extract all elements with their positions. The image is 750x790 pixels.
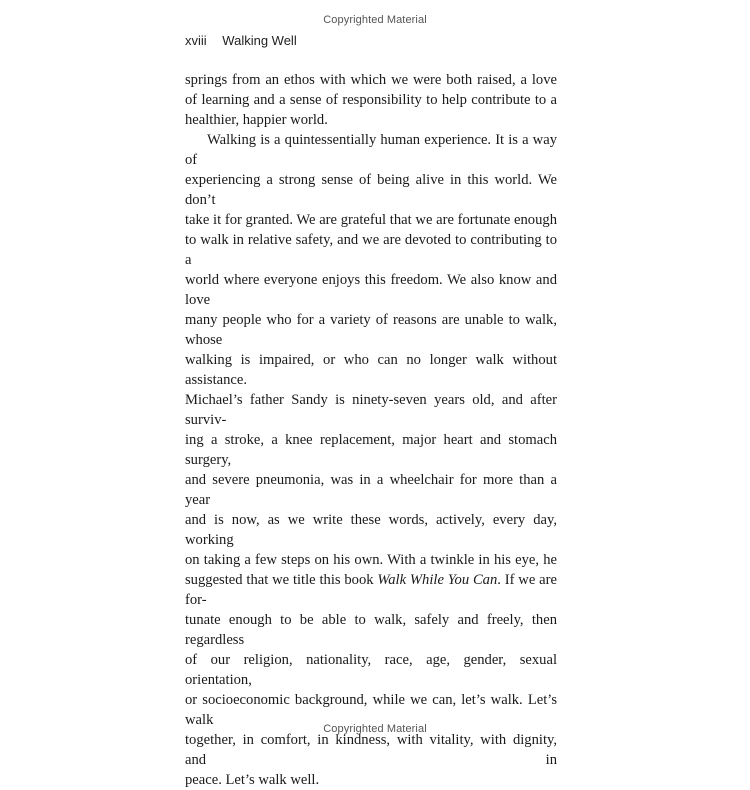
text-line: peace. Let’s walk well. (185, 772, 320, 788)
book-title-italic: Walk While You Can (377, 572, 498, 588)
text-line (185, 570, 557, 610)
text-line: on taking a few steps on his own. With a twinkle in his eye, he (185, 552, 557, 568)
body-text (185, 70, 557, 790)
text-line: take it for granted. We are grateful that we are fortunate enough (185, 212, 557, 228)
book-title: Walking Well (222, 33, 297, 48)
text-line: of our religion, nationality, race, age, gender, sexual orientation, (185, 652, 557, 688)
text-line: many people who for a variety of reasons are unable to walk, whose (185, 312, 557, 348)
copyright-watermark-bottom: Copyrighted Material (323, 723, 427, 735)
page-number: xviii (185, 33, 207, 48)
paragraph (185, 70, 557, 130)
text-line: Walking is a quintessentially human experience. It is a way of (185, 132, 557, 168)
copyright-watermark-top: Copyrighted Material (323, 14, 427, 26)
text-line: and severe pneumonia, was in a wheelchair for more than a year (185, 472, 557, 508)
text-line: to walk in relative safety, and we are devoted to contributing to a (185, 232, 557, 268)
text-line: tunate enough to be able to walk, safely and freely, then regardless (185, 612, 557, 648)
text-line: world where everyone enjoys this freedom. We also know and love (185, 272, 557, 308)
text-run: suggested that we title this book (185, 572, 378, 588)
text-line: experiencing a strong sense of being alive in this world. We don’t (185, 172, 557, 208)
paragraph (185, 130, 557, 790)
text-line: walking is impaired, or who can no longer walk without assistance. (185, 352, 557, 388)
text-line: healthier, happier world. (185, 112, 328, 128)
text-line: or socioeconomic background, while we can, let’s walk. Let’s walk (185, 692, 557, 728)
text-run: . If we are for- (185, 572, 557, 608)
text-line: ing a stroke, a knee replacement, major heart and stomach surgery, (185, 432, 557, 468)
text-line: of learning and a sense of responsibility to help contribute to a (185, 92, 557, 108)
text-line: and is now, as we write these words, actively, every day, working (185, 512, 557, 548)
text-line: Michael’s father Sandy is ninety-seven years old, and after surviv- (185, 392, 557, 428)
running-head (185, 33, 297, 48)
text-line: together, in comfort, in kindness, with vitality, with dignity, and in (185, 732, 557, 768)
text-line: springs from an ethos with which we were both raised, a love (185, 72, 557, 88)
